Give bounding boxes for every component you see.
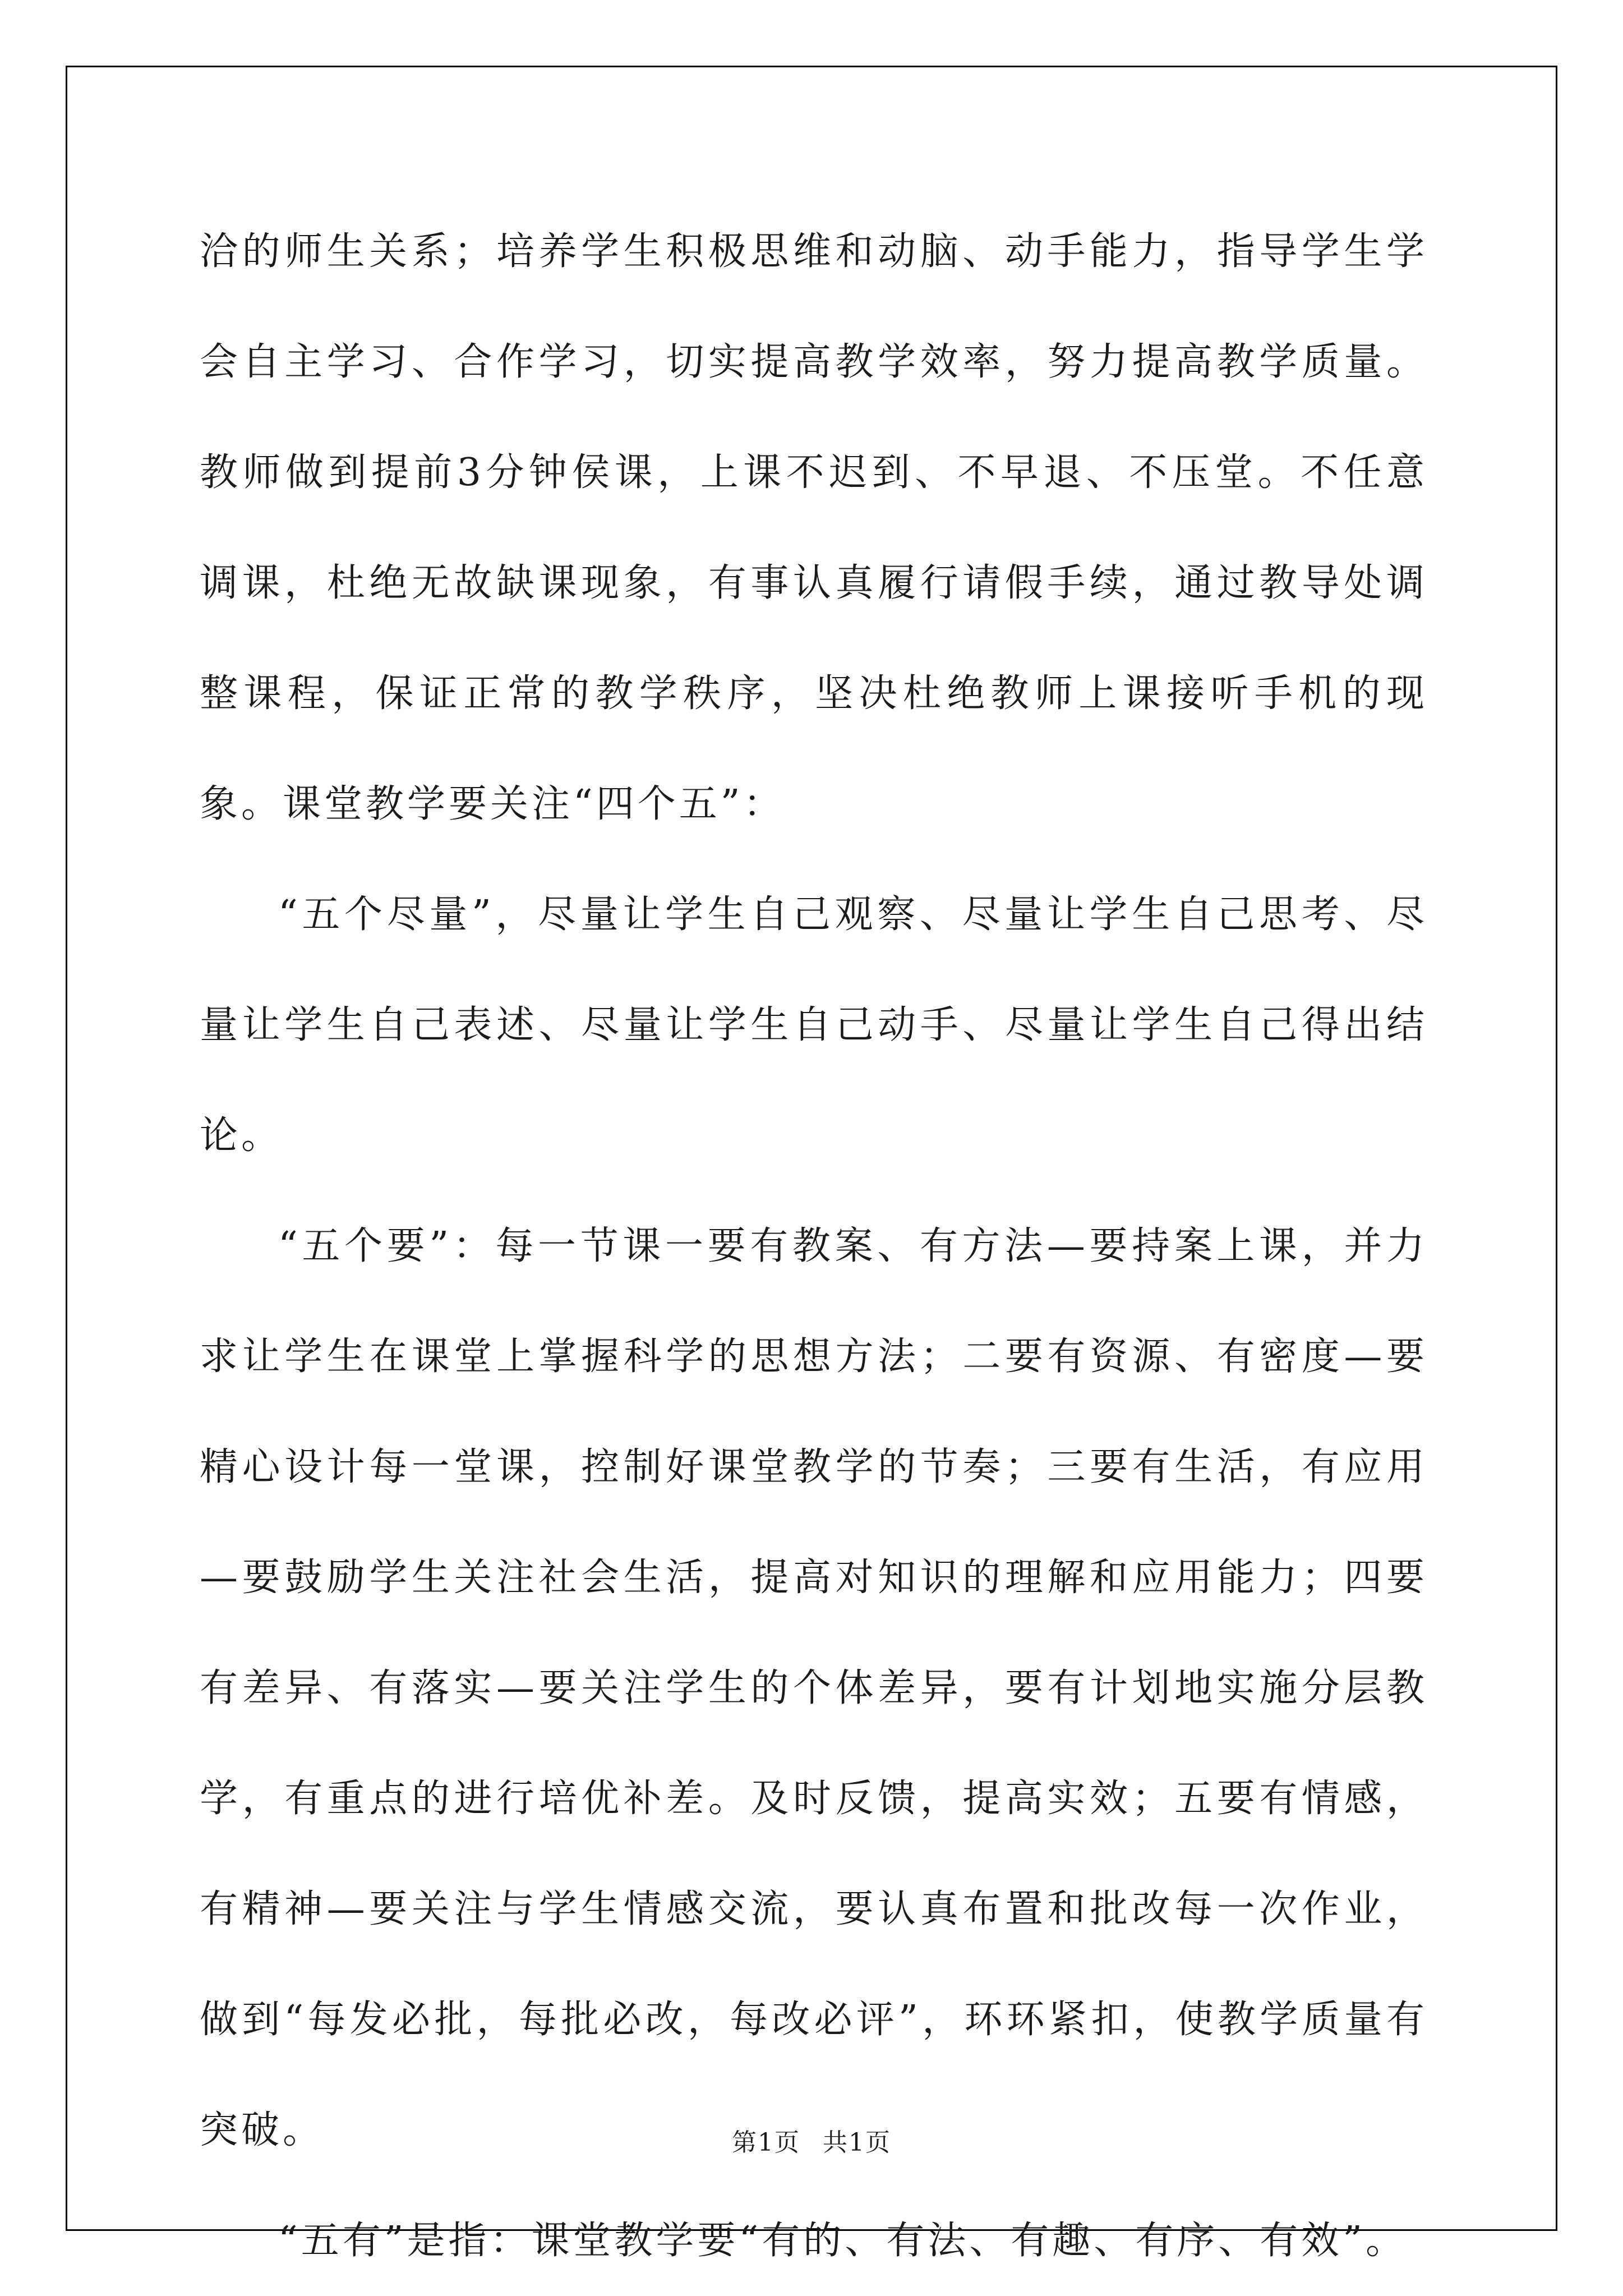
paragraph-3: “五个要”：每一节课一要有教案、有方法—要持案上课，并力求让学生在课堂上掌握科学的思想方法；二要有资源、有密度—要精心设计每一堂课，控制好课堂教学的节奏；三要有生活，有应用—要鼓励学生关注社会生活，提高对知识的理解和应用能力；四要有差异、有落实—要关注学生的个体差异，要有计划地实施分层教学，有重点的进行培优补差。及时反馈，提高实效；五要有情感，有精神—要关注与学生情感交流，要认真布置和批改每一次作业，做到“每发必批，每批必改，每改必评”，环环紧扣，使教学质量有突破。 — [200, 1224, 1428, 2152]
paragraph-2: “五个尽量”，尽量让学生自己观察、尽量让学生自己思考、尽量让学生自己表述、尽量让学生自己动手、尽量让学生自己得出结论。 — [200, 892, 1428, 1158]
page-number-total: 共1页 — [823, 2128, 891, 2157]
paragraph-1: 洽的师生关系；培养学生积极思维和动脑、动手能力，指导学生学会自主学习、合作学习，切实提高教学效率，努力提高教学质量。教师做到提前3分钟侯课，上课不迟到、不早退、不压堂。不任意调课，杜绝无故缺课现象，有事认真履行请假手续，通过教导处调整课程，保证正常的教学秩序，坚决杜绝教师上课接听手机的现象。课堂教学要关注“四个五”： — [200, 229, 1428, 826]
paragraph-4: “五有”是指：课堂教学要“有的、有法、有趣、有序、有效”。 — [278, 2219, 1408, 2263]
page-number-current: 第1页 — [732, 2128, 800, 2157]
document-body — [200, 196, 1428, 2296]
page-footer — [0, 2126, 1623, 2160]
